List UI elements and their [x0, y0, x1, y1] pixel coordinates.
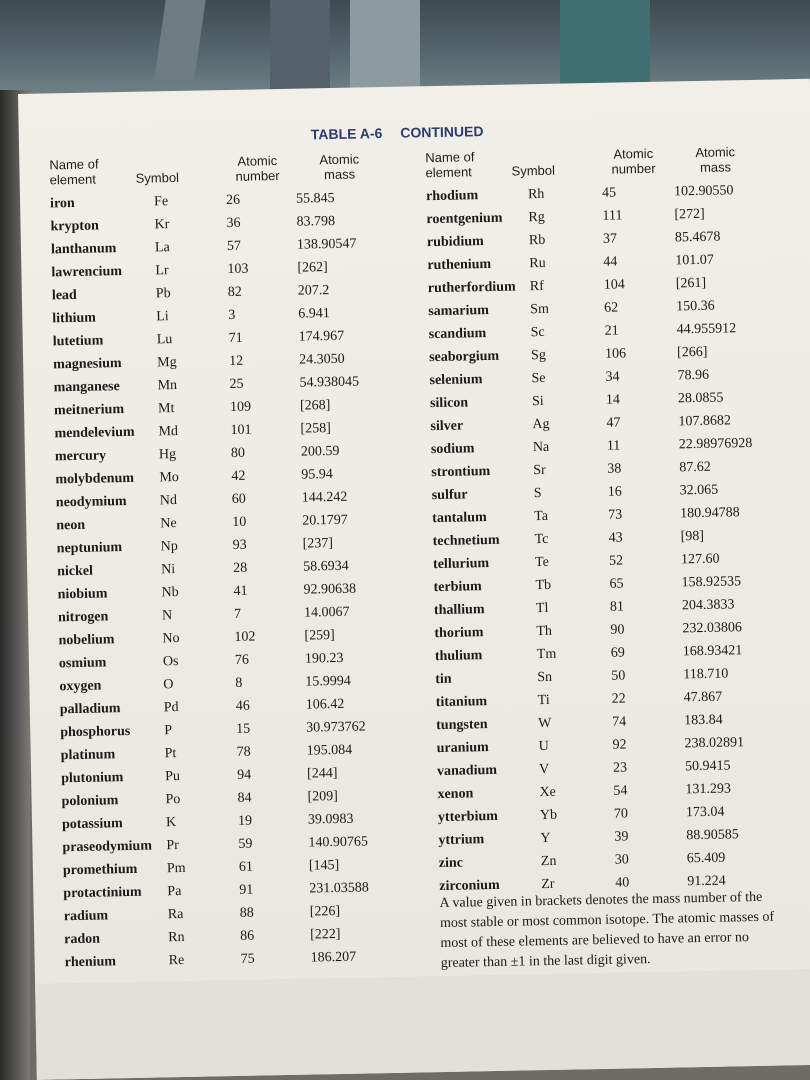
element-symbol-cell: Md	[158, 423, 179, 440]
atomic-mass-cell: 91.224	[687, 873, 726, 890]
atomic-mass-cell: 58.6934	[302, 558, 349, 575]
atomic-number-cell: 23	[612, 760, 628, 776]
atomic-mass-cell: 140.90765	[308, 834, 369, 851]
atomic-number-cell: 69	[610, 645, 625, 661]
atomic-mass-cell: [268]	[299, 398, 331, 414]
atomic-number-cell: 65	[609, 576, 624, 592]
element-symbol-cell: Tm	[536, 646, 557, 663]
element-name-cell: silicon	[429, 395, 469, 412]
atomic-number-cell: 54	[613, 783, 628, 799]
atomic-mass-cell: 15.9994	[305, 673, 351, 690]
table-right-column	[425, 144, 753, 898]
atomic-mass-cell: 95.94	[301, 467, 334, 483]
element-name-cell: lanthanum	[50, 241, 117, 258]
header-atomic-number: Atomic number	[235, 153, 280, 184]
atomic-mass-cell: 102.90550	[673, 183, 734, 200]
element-symbol-cell: Pr	[166, 838, 180, 854]
atomic-number-cell: 11	[606, 438, 621, 454]
element-symbol-cell: N	[161, 608, 173, 624]
element-symbol-cell: O	[163, 677, 174, 693]
element-name-cell: oxygen	[59, 678, 102, 695]
atomic-number-cell: 62	[604, 300, 619, 316]
atomic-mass-cell: 231.03588	[309, 880, 369, 897]
atomic-mass-cell: 168.93421	[682, 643, 743, 660]
element-symbol-cell: S	[533, 486, 542, 502]
atomic-number-cell: 43	[608, 530, 623, 546]
element-symbol-cell: Os	[162, 654, 179, 670]
atomic-number-cell: 84	[237, 790, 252, 806]
element-symbol-cell: Si	[531, 393, 544, 410]
atomic-number-cell: 59	[238, 836, 253, 852]
atomic-mass-cell: 118.710	[683, 666, 729, 683]
element-name-cell: technetium	[432, 532, 500, 550]
element-symbol-cell: Sc	[530, 324, 545, 341]
element-name-cell: uranium	[436, 740, 489, 757]
element-name-cell: roentgenium	[426, 210, 503, 228]
element-name-cell: mercury	[54, 448, 107, 465]
atomic-mass-cell: 207.2	[297, 283, 330, 299]
element-symbol-cell: Sm	[530, 301, 550, 318]
element-symbol-cell: Te	[534, 554, 550, 571]
element-symbol-cell: Sr	[533, 462, 546, 479]
element-symbol-cell: Nb	[161, 585, 179, 601]
atomic-mass-cell: [262]	[297, 260, 328, 276]
element-name-cell: seaborgium	[428, 348, 500, 366]
atomic-mass-cell: 6.941	[298, 306, 330, 322]
element-name-cell: terbium	[433, 579, 482, 596]
atomic-number-cell: 8	[235, 675, 243, 691]
atomic-number-cell: 26	[225, 192, 241, 209]
element-symbol-cell: Ni	[161, 562, 176, 578]
element-symbol-cell: Y	[540, 830, 551, 847]
atomic-number-cell: 73	[608, 507, 623, 523]
element-name-cell: protactinium	[63, 884, 142, 902]
atomic-mass-cell: 186.207	[310, 949, 357, 966]
atomic-mass-cell: 85.4678	[674, 229, 721, 246]
element-name-cell: samarium	[428, 303, 490, 320]
element-name-cell: rubidium	[426, 234, 484, 251]
atomic-number-cell: 12	[229, 353, 244, 369]
atomic-number-cell: 38	[607, 461, 622, 477]
atomic-mass-cell: 50.9415	[684, 758, 731, 775]
element-name-cell: neptunium	[56, 540, 123, 557]
atomic-number-cell: 90	[610, 622, 625, 638]
atomic-number-cell: 57	[226, 238, 242, 255]
atomic-mass-cell: 24.3050	[299, 351, 345, 368]
element-name-cell: molybdenum	[55, 470, 135, 488]
atomic-mass-cell: 204.3833	[681, 597, 735, 614]
element-name-cell: lawrencium	[51, 264, 123, 281]
atomic-mass-cell: 174.967	[298, 328, 345, 345]
element-symbol-cell: Fe	[153, 194, 169, 210]
atomic-number-cell: 34	[605, 369, 620, 385]
atomic-mass-cell: 22.98976928	[678, 435, 753, 453]
atomic-number-cell: 19	[237, 813, 253, 829]
atomic-number-cell: 22	[611, 691, 626, 707]
atomic-number-cell: 46	[235, 698, 250, 714]
element-symbol-cell: Np	[160, 539, 178, 555]
element-symbol-cell: Tl	[535, 600, 549, 617]
atomic-number-cell: 78	[236, 744, 251, 760]
atomic-number-cell: 75	[240, 951, 255, 967]
atomic-mass-cell: [145]	[308, 857, 340, 874]
atomic-number-cell: 71	[228, 330, 243, 346]
atomic-number-cell: 74	[612, 714, 627, 730]
atomic-mass-cell: [261]	[675, 275, 707, 292]
atomic-number-cell: 70	[613, 806, 629, 822]
header-atomic-mass: Atomic mass	[695, 144, 736, 175]
header-atomic-mass: Atomic mass	[319, 151, 360, 183]
atomic-number-cell: 44	[603, 254, 618, 270]
atomic-number-cell: 36	[226, 215, 241, 232]
left-rows	[49, 190, 369, 974]
atomic-mass-cell: [272]	[674, 206, 705, 223]
element-name-cell: radium	[63, 908, 109, 925]
atomic-mass-cell: 39.0983	[307, 811, 354, 828]
element-name-cell: lead	[51, 287, 77, 304]
atomic-mass-cell: 14.0067	[303, 604, 350, 621]
element-name-cell: palladium	[59, 701, 121, 718]
atomic-mass-cell: 28.0855	[677, 390, 724, 407]
table-left-column	[49, 151, 369, 974]
element-name-cell: thulium	[434, 648, 483, 665]
atomic-number-cell: 37	[602, 231, 618, 247]
element-name-cell: sodium	[430, 441, 475, 458]
element-name-cell: tin	[435, 671, 452, 688]
element-symbol-cell: K	[165, 815, 177, 831]
element-name-cell: neon	[56, 517, 86, 534]
table-label: TABLE A-6	[310, 125, 383, 143]
element-symbol-cell: Tc	[534, 531, 549, 548]
element-name-cell: tungsten	[436, 717, 488, 734]
element-symbol-cell: Li	[156, 309, 169, 325]
element-symbol-cell: Nd	[159, 493, 178, 509]
element-symbol-cell: V	[538, 761, 550, 778]
header-symbol: Symbol	[135, 169, 180, 186]
atomic-mass-cell: 55.845	[295, 190, 335, 207]
atomic-mass-cell: 173.04	[685, 804, 725, 821]
table-title	[311, 123, 498, 143]
element-symbol-cell: Ru	[529, 255, 546, 272]
element-symbol-cell: Na	[532, 439, 550, 456]
element-name-cell: thorium	[434, 625, 484, 642]
element-symbol-cell: Yb	[539, 807, 558, 824]
element-symbol-cell: Zn	[540, 853, 557, 870]
atomic-mass-cell: 150.36	[676, 298, 715, 315]
element-name-cell: zinc	[438, 855, 464, 872]
atomic-mass-cell: 92.90638	[303, 581, 357, 598]
textbook-page	[18, 79, 810, 1080]
atomic-mass-cell: [266]	[676, 344, 708, 361]
element-symbol-cell: Ra	[167, 906, 184, 923]
element-symbol-cell: Po	[165, 792, 181, 808]
background-book-spine	[270, 0, 330, 90]
table-header	[425, 144, 736, 184]
element-name-cell: mendelevium	[54, 424, 135, 442]
atomic-mass-cell: 44.955912	[676, 321, 737, 338]
atomic-mass-cell: 200.59	[300, 443, 340, 460]
atomic-mass-cell: 107.8682	[678, 413, 732, 430]
atomic-number-cell: 94	[236, 767, 252, 783]
element-name-cell: strontium	[431, 464, 491, 481]
atomic-mass-cell: 87.62	[679, 459, 711, 476]
element-name-cell: yttrium	[438, 832, 485, 849]
element-name-cell: potassium	[61, 816, 123, 833]
element-symbol-cell: Hg	[158, 447, 177, 463]
element-name-cell: platinum	[60, 747, 116, 764]
element-name-cell: phosphorus	[60, 723, 131, 741]
element-symbol-cell: Mn	[157, 378, 178, 394]
element-symbol-cell: Ta	[534, 508, 549, 525]
element-name-cell: zirconium	[439, 877, 500, 895]
atomic-mass-cell: 158.92535	[681, 574, 742, 591]
element-symbol-cell: Rf	[529, 278, 544, 295]
element-name-cell: plutonium	[61, 770, 124, 787]
element-symbol-cell: Mg	[157, 355, 177, 371]
element-symbol-cell: Pm	[166, 860, 186, 877]
element-symbol-cell: Pb	[155, 286, 171, 302]
atomic-number-cell: 82	[227, 284, 242, 301]
element-name-cell: vanadium	[436, 762, 498, 780]
atomic-number-cell: 47	[606, 415, 621, 431]
background-book-spine	[350, 0, 420, 90]
atomic-mass-cell: 190.23	[304, 650, 344, 667]
element-symbol-cell: Th	[536, 623, 553, 640]
table-header	[49, 151, 360, 191]
element-name-cell: lithium	[52, 310, 97, 327]
atomic-number-cell: 41	[233, 583, 248, 599]
atomic-number-cell: 60	[231, 491, 246, 507]
element-symbol-cell: Ne	[160, 516, 177, 532]
element-symbol-cell: Lu	[156, 332, 173, 348]
atomic-number-cell: 103	[227, 261, 249, 278]
element-name-cell: promethium	[62, 861, 138, 879]
element-symbol-cell: Ag	[532, 416, 550, 433]
atomic-mass-cell: 238.02891	[684, 735, 745, 752]
atomic-mass-cell: 180.94788	[680, 505, 740, 522]
element-symbol-cell: Rb	[528, 232, 546, 249]
atomic-number-cell: 76	[234, 652, 250, 668]
element-name-cell: ruthenium	[427, 256, 492, 274]
element-name-cell: meitnerium	[53, 402, 125, 419]
element-name-cell: titanium	[435, 694, 488, 711]
atomic-mass-cell: 144.242	[301, 489, 348, 506]
atomic-number-cell: 25	[229, 376, 244, 392]
element-name-cell: selenium	[429, 372, 483, 389]
atomic-mass-cell: 183.84	[684, 712, 723, 729]
atomic-number-cell: 106	[604, 346, 627, 362]
element-name-cell: polonium	[61, 793, 119, 810]
page-lower-margin	[35, 969, 810, 1080]
element-name-cell: tellurium	[432, 556, 490, 573]
atomic-mass-cell: 54.938045	[299, 374, 360, 391]
atomic-number-cell: 61	[238, 859, 254, 875]
atomic-mass-cell: 20.1797	[302, 512, 348, 529]
atomic-number-cell: 86	[240, 928, 255, 944]
element-symbol-cell: Rh	[527, 186, 545, 203]
atomic-number-cell: 81	[609, 599, 625, 615]
element-symbol-cell: U	[538, 738, 549, 755]
atomic-mass-cell: 83.798	[296, 213, 336, 230]
element-name-cell: manganese	[53, 379, 120, 396]
atomic-mass-cell: 195.084	[306, 742, 353, 759]
header-atomic-number: Atomic number	[611, 145, 656, 177]
element-symbol-cell: Tb	[535, 577, 552, 594]
atomic-number-cell: 104	[603, 277, 625, 293]
element-symbol-cell: Rg	[528, 209, 545, 226]
element-symbol-cell: W	[538, 715, 552, 732]
element-name-cell: xenon	[437, 786, 474, 803]
element-name-cell: nitrogen	[57, 609, 109, 626]
atomic-mass-cell: [244]	[306, 765, 338, 782]
table-footnote: A value given in brackets denotes the mass number of the most stable or most common isotope. The atomic masses of most of these elements are believed to have an error no greater than ±1 in the last digit given.	[439, 889, 775, 972]
element-symbol-cell: Mt	[157, 401, 175, 417]
atomic-mass-cell: 78.96	[677, 367, 710, 384]
atomic-mass-cell: [259]	[304, 628, 335, 644]
element-name-cell: thallium	[433, 602, 485, 619]
element-name-cell: tantalum	[432, 510, 487, 527]
element-symbol-cell: Se	[531, 370, 546, 387]
atomic-mass-cell: [209]	[307, 788, 339, 805]
atomic-mass-cell: [222]	[310, 926, 341, 943]
element-symbol-cell: Pd	[163, 700, 179, 716]
atomic-number-cell: 93	[232, 537, 247, 553]
element-name-cell: lutetium	[52, 333, 104, 350]
atomic-number-cell: 50	[611, 668, 626, 684]
element-name-cell: iron	[49, 195, 75, 212]
atomic-mass-cell: [98]	[680, 528, 705, 545]
element-symbol-cell: Pu	[164, 769, 181, 785]
element-symbol-cell: P	[164, 723, 173, 739]
atomic-number-cell: 80	[230, 445, 246, 461]
atomic-number-cell: 91	[239, 882, 254, 898]
atomic-number-cell: 111	[602, 208, 623, 224]
atomic-number-cell: 39	[614, 829, 629, 845]
atomic-mass-cell: 131.293	[685, 781, 732, 798]
atomic-mass-cell: 106.42	[305, 696, 345, 713]
element-symbol-cell: Re	[168, 952, 185, 969]
header-name: Name of element	[425, 149, 475, 181]
atomic-number-cell: 40	[615, 875, 630, 891]
atomic-number-cell: 52	[608, 553, 624, 569]
element-symbol-cell: Rn	[168, 929, 185, 946]
atomic-number-cell: 28	[233, 560, 248, 576]
element-name-cell: neodymium	[55, 493, 127, 511]
atomic-mass-cell: 138.90547	[296, 236, 357, 253]
header-symbol: Symbol	[511, 162, 556, 179]
atomic-number-cell: 92	[612, 737, 627, 753]
element-name-cell: silver	[430, 418, 464, 435]
element-name-cell: nobelium	[58, 632, 115, 649]
element-name-cell: krypton	[50, 218, 99, 235]
element-name-cell: magnesium	[53, 356, 122, 373]
element-symbol-cell: Zr	[541, 876, 555, 893]
atomic-number-cell: 102	[234, 629, 256, 645]
element-name-cell: praseodymium	[62, 838, 153, 856]
element-name-cell: osmium	[58, 655, 107, 672]
element-name-cell: niobium	[57, 586, 108, 603]
table-continued-label: CONTINUED	[400, 123, 484, 141]
atomic-number-cell: 10	[232, 514, 247, 530]
atomic-mass-cell: 32.065	[679, 482, 719, 499]
element-symbol-cell: Sg	[530, 347, 547, 364]
atomic-number-cell: 45	[601, 185, 617, 201]
element-name-cell: rutherfordium	[427, 279, 516, 297]
atomic-mass-cell: [258]	[300, 421, 331, 437]
atomic-number-cell: 21	[604, 323, 619, 339]
atomic-number-cell: 30	[614, 852, 629, 868]
element-symbol-cell: Xe	[539, 784, 556, 801]
element-symbol-cell: Pt	[164, 746, 177, 762]
element-symbol-cell: La	[154, 240, 170, 256]
atomic-number-cell: 101	[230, 422, 252, 438]
element-name-cell: rhodium	[425, 188, 479, 205]
element-symbol-cell: Pa	[167, 884, 182, 900]
right-rows	[425, 183, 753, 898]
element-symbol-cell: Sn	[537, 669, 553, 686]
atomic-number-cell: 7	[233, 606, 242, 622]
atomic-number-cell: 109	[229, 399, 252, 415]
element-symbol-cell: No	[162, 630, 180, 647]
atomic-mass-cell: 47.867	[683, 689, 723, 706]
atomic-mass-cell: 30.973762	[306, 719, 366, 736]
element-name-cell: scandium	[428, 326, 487, 343]
element-symbol-cell: Ti	[537, 692, 550, 709]
element-symbol-cell: Mo	[159, 469, 179, 486]
atomic-mass-cell: 101.07	[675, 252, 714, 269]
atomic-mass-cell: 88.90585	[686, 827, 739, 844]
atomic-mass-cell: 232.03806	[682, 620, 743, 637]
atomic-mass-cell: 127.60	[680, 551, 720, 568]
atomic-number-cell: 42	[231, 468, 246, 484]
atomic-number-cell: 15	[236, 721, 251, 737]
element-name-cell: ytterbium	[437, 808, 498, 826]
element-name-cell: nickel	[57, 563, 94, 580]
atomic-mass-cell: 65.409	[686, 850, 726, 867]
element-name-cell: rhenium	[64, 954, 117, 971]
atomic-number-cell: 16	[607, 484, 622, 500]
header-name: Name of element	[49, 156, 99, 188]
atomic-number-cell: 14	[605, 392, 621, 408]
atomic-number-cell: 88	[239, 905, 254, 921]
atomic-mass-cell: [226]	[309, 903, 341, 920]
element-name-cell: sulfur	[431, 487, 468, 504]
element-symbol-cell: Lr	[155, 263, 169, 279]
element-symbol-cell: Kr	[154, 217, 170, 233]
element-name-cell: radon	[64, 931, 101, 948]
atomic-mass-cell: [237]	[302, 536, 334, 552]
atomic-number-cell: 3	[228, 307, 236, 324]
